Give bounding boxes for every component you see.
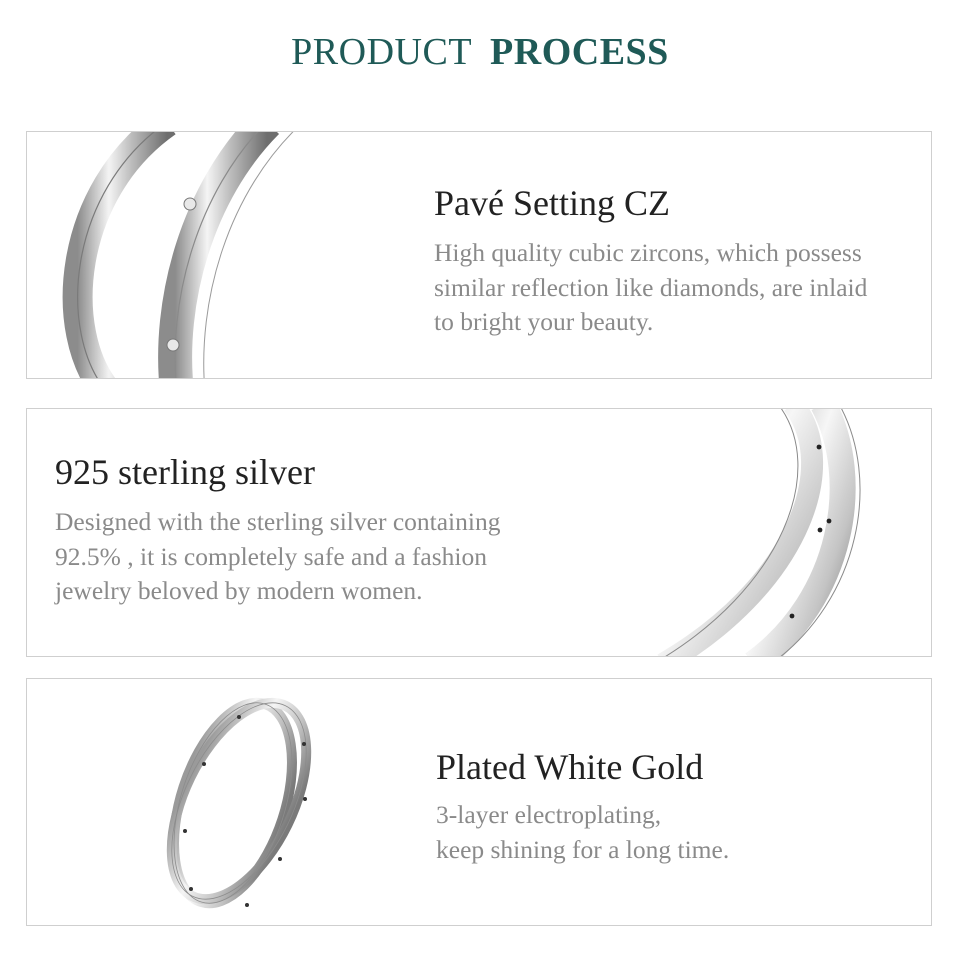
zircon-stone — [202, 762, 206, 766]
title-light-word: PRODUCT — [291, 31, 473, 73]
ring-side-image — [613, 409, 932, 657]
zircon-stone — [818, 528, 823, 533]
card-description: High quality cubic zircons, which possess similar reflection like diamonds, are inlaid to bright your beauty. — [434, 238, 868, 336]
zircon-stone — [237, 715, 241, 719]
card-heading: Plated White Gold — [436, 747, 704, 787]
page-title — [0, 30, 960, 74]
card-heading: Pavé Setting CZ — [434, 183, 670, 223]
card-description: Designed with the sterling silver containing 92.5% , it is completely safe and a fashion jewelry beloved by modern women. — [55, 507, 501, 605]
zircon-stone — [817, 445, 822, 450]
zircon-stone — [189, 887, 193, 891]
zircon-stone — [184, 198, 196, 210]
zircon-stone — [245, 903, 249, 907]
feature-card-white-gold — [26, 678, 932, 926]
card-description: 3-layer electroplating, keep shining for a long time. — [436, 800, 730, 864]
feature-card-pave-setting — [26, 131, 932, 379]
zircon-stone — [183, 829, 187, 833]
ring-full-image — [147, 679, 347, 926]
zircon-stone — [790, 614, 795, 619]
zircon-stone — [278, 857, 282, 861]
ring-closeup-image — [27, 132, 327, 379]
zircon-stone — [303, 797, 307, 801]
zircon-stone — [167, 339, 179, 351]
zircon-stone — [302, 742, 306, 746]
feature-card-sterling-silver — [26, 408, 932, 657]
title-bold-word: PROCESS — [490, 31, 669, 73]
zircon-stone — [827, 519, 832, 524]
card-heading: 925 sterling silver — [55, 452, 315, 492]
